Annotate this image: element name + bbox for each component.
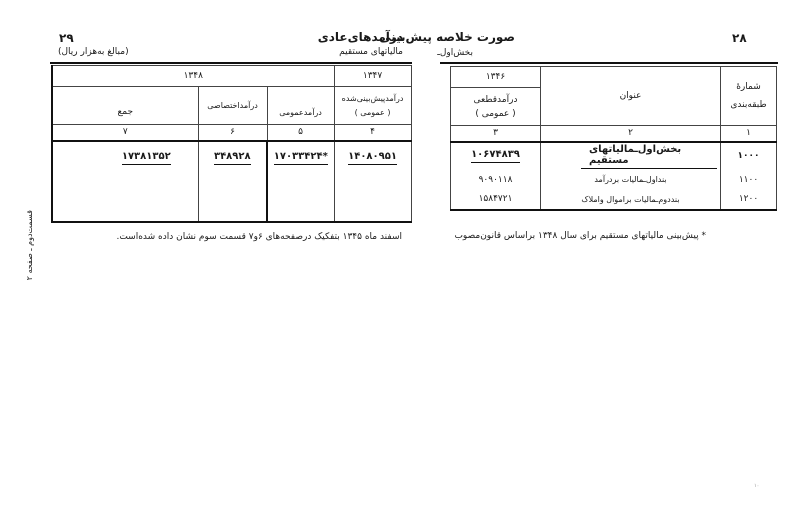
column-number-1: ۱ [721, 126, 777, 142]
cell-total-1348 [52, 141, 198, 222]
column-number-7: ۷ [52, 125, 198, 141]
row-title: بنداول‌ـمالیات بردرآمد [541, 170, 721, 190]
header-dedicated-revenue: درآمداختصاصی [198, 87, 267, 125]
row-amount: ۱۵۸۴۷۲۱ [451, 190, 541, 210]
row-amount-cell [451, 142, 541, 170]
row-code: ۱۲۰۰ [721, 190, 777, 210]
header-classification-label: شمارهٔ طبقه‌بندی [730, 82, 767, 110]
row-code: ۱۱۰۰ [721, 170, 777, 190]
column-number-4: ۴ [334, 125, 411, 141]
value-forecast-1347: ۱۴۰۸۰۹۵۱ [348, 151, 397, 165]
left-page-title: درآمدهای‌عادی [317, 30, 403, 44]
header-classification-number [721, 67, 777, 126]
table-row [451, 170, 777, 190]
header-general-revenue: درآمدعمومی [267, 87, 334, 125]
right-page-footnote: * پیش‌بینی مالیاتهای مستقیم برای سال ۱۳۴۸ براساس قانون‌مصوب [454, 231, 706, 241]
cell-forecast-1347 [334, 141, 411, 222]
units-note: (مبالغ به‌هزار ریال) [58, 47, 129, 57]
cell-dedicated-1348 [198, 141, 267, 222]
header-year-1346: ۱۳۴۶ [451, 67, 541, 88]
header-final-revenue-line1: درآمدقطعی [473, 94, 518, 105]
left-page-number: ۲۹ [59, 31, 74, 45]
row-code: ۱۰۰۰ [721, 142, 777, 170]
value-total-1348: ۱۷۳۸۱۳۵۲ [122, 151, 171, 165]
right-summary-table [450, 66, 777, 211]
corner-mark: ۱۰ [754, 483, 760, 489]
header-total: جمع [52, 87, 198, 125]
column-number-2: ۲ [541, 126, 721, 142]
header-final-revenue [451, 88, 541, 126]
header-final-revenue-line2: ( عمومی ) [475, 108, 516, 119]
left-page-subtitle: مالیاتهای مستقیم [339, 47, 403, 57]
side-section-label: قسمت‌دوم ـ صفحه ۲ [25, 210, 34, 281]
left-revenue-table [51, 65, 412, 223]
header-title: عنوان [541, 67, 721, 126]
header-forecast-revenue [334, 87, 411, 125]
right-page-number: ۲۸ [732, 31, 747, 45]
header-year-1348: ۱۳۴۸ [52, 66, 334, 87]
header-year-1347: ۱۳۴۷ [334, 66, 411, 87]
cell-general-1348 [267, 141, 334, 222]
row-title: بنددوم‌ـمالیات براموال واملاک [541, 190, 721, 210]
table-row [451, 142, 777, 170]
left-page-footnote: اسفند ماه ۱۳۴۵ بتفکیک درصفحه‌های ۶و۷ قسمت سوم نشان داده شده‌است. [116, 232, 402, 242]
row-title-cell [541, 142, 721, 170]
value-general-1348: *۱۷۰۳۳۴۲۴ [274, 151, 328, 165]
left-table-top-rule [50, 62, 412, 64]
header-forecast-line2: ( عمومی ) [354, 108, 391, 117]
column-number-3: ۳ [451, 126, 541, 142]
right-table-top-rule [440, 62, 778, 64]
column-number-5: ۵ [267, 125, 334, 141]
column-number-6: ۶ [198, 125, 267, 141]
table-row [52, 141, 411, 222]
row-amount: ۹۰۹۰۱۱۸ [451, 170, 541, 190]
right-page-title: صورت خلاصه پیش‌بینی [379, 30, 515, 44]
row-title: بخش‌اول‌ـمالیاتهای مستقیم [581, 144, 717, 169]
table-row [451, 190, 777, 210]
value-dedicated-1348: ۳۴۸۹۲۸ [214, 151, 251, 165]
right-page-section: بخش‌اول‌ـ [437, 48, 473, 58]
row-amount: ۱۰۶۷۴۸۳۹ [471, 149, 520, 163]
header-forecast-line1: درآمدپیش‌بینی‌شده [341, 94, 404, 103]
